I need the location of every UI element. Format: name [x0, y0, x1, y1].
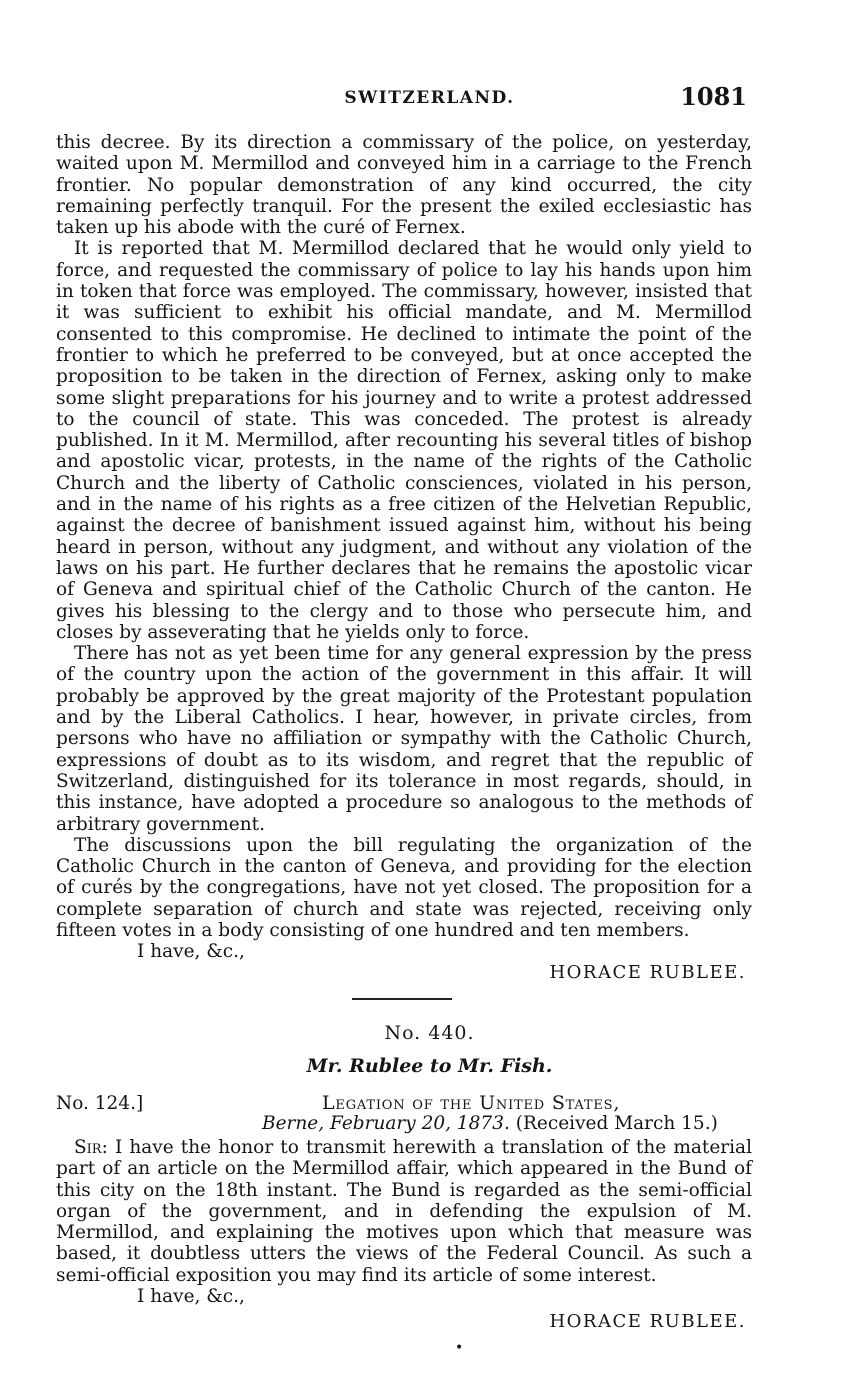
letter-signature: HORACE RUBLEE.: [549, 1311, 746, 1333]
paragraph: There has not as yet been time for any general expression by the press of the country upon the action of the government in this affair. It will probably be approved by the great majority of the Protestant population and by the Liberal Catholics. I hear, however, in private circles, from persons who have no affiliation or sympathy with the Catholic Church, expressions of doubt as to its wisdom, and regret that the republic of Switzerland, distinguished for its tolerance in most regards, should, in this instance, have adopted a procedure so analogous to the methods of arbitrary government.: [56, 643, 752, 835]
letter-paragraph: [56, 1137, 752, 1286]
paragraph: this decree. By its direction a commissary of the police, on yesterday, waited upon M. Mermillod and conveyed him in a carriage to the French frontier. No popular demonstration of any kind occurred, the city remaining perfectly tranquil. For the present the exiled ecclesiastic has taken up his abode with the curé of Fernex.: [56, 132, 752, 239]
running-head: [0, 84, 859, 110]
document-number: No. 440.: [384, 1022, 475, 1044]
dispatch-number: No. 124.]: [56, 1093, 144, 1114]
section-divider: [352, 998, 452, 1000]
legation-line: Legation of the United States,: [322, 1092, 621, 1114]
place-date: Berne, February 20, 1873.: [262, 1113, 510, 1134]
letter-text: : I have the honor to transmit herewith a translation of the material part of an article on the Mermillod affair, which appeared in the Bund of this city on the 18th instant. The Bund is regarded as the semi-official organ of the government, and in defending the expulsion of M. Mermillod, and explaining the motives upon which that measure was based, it doubtless utters the views of the Federal Council. As such a semi-official exposition you may find its article of some interest.: [56, 1137, 752, 1286]
received-date: (Received March 15.): [515, 1113, 718, 1134]
paragraph: The discussions upon the bill regulating the organization of the Catholic Church in the canton of Geneva, and providing for the election of curés by the congregations, have not yet closed. The proposition for a complete separation of church and state was rejected, receiving only fifteen votes in a body consisting of one hundred and ten members.: [56, 834, 752, 941]
salutation: Sir: [74, 1137, 102, 1158]
running-head-title: SWITZERLAND.: [344, 88, 515, 108]
closing-line: I have, &c.,: [137, 941, 245, 963]
paragraph: It is reported that M. Mermillod declared that he would only yield to force, and requested the commissary of police to lay his hands upon him in token that force was employed. The commissary, however, insisted that it was sufficient to exhibit his official mandate, and M. Mermillod consented to this compromise. He declined to intimate the point of the frontier to which he preferred to be conveyed, but at once accepted the proposition to be taken in the direction of Fernex, asking only to make some slight preparations for his journey and to write a protest addressed to the council of state. This was conceded. The protest is already published. In it M. Mermillod, after recounting his several titles of bishop and apostolic vicar, protests, in the name of the rights of the Catholic Church and the liberty of Catholic consciences, violated in his person, and in the name of his rights as a free citizen of the Helvetian Republic, against the decree of banishment issued against him, without his being heard in person, without any judgment, and without any violation of the laws on his part. He further declares that he remains the apostolic vicar of Geneva and spiritual chief of the Catholic Church of the canton. He gives his blessing to the clergy and to those who persecute him, and closes by asseverating that he yields only to force.: [56, 238, 752, 643]
printer-mark: •: [455, 1340, 464, 1356]
page-number: 1081: [680, 82, 747, 111]
document-heading: Mr. Rublee to Mr. Fish.: [306, 1055, 553, 1077]
letter-body: [56, 1137, 752, 1332]
signature: HORACE RUBLEE.: [549, 962, 746, 984]
dateline: [262, 1113, 718, 1134]
body-text: [56, 132, 752, 984]
letter-closing: I have, &c.,: [137, 1286, 245, 1308]
